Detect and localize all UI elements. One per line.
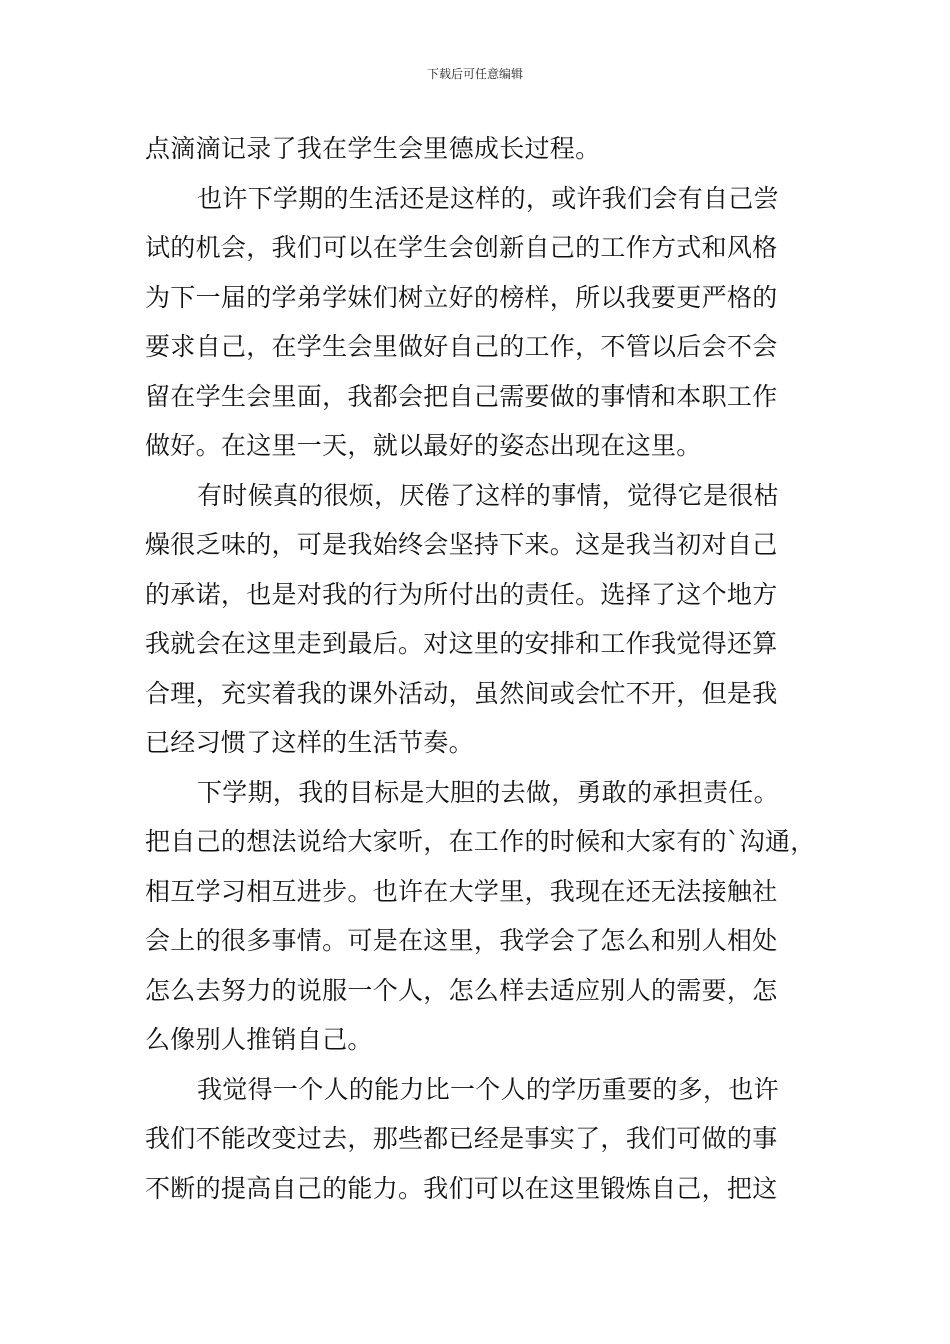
text-line: 把自己的想法说给大家听，在工作的时候和大家有的`沟通，: [145, 827, 816, 856]
text-line: 怎么去努力的说服一个人，怎么样去适应别人的需要，怎: [145, 975, 778, 1005]
text-line: 会上的很多事情。可是在这里，我学会了怎么和别人相处: [145, 926, 778, 955]
text-line: 我就会在这里走到最后。对这里的安排和工作我觉得还算: [145, 629, 778, 658]
text-line: 做好。在这里一天，就以最好的姿态出现在这里。: [145, 431, 702, 460]
text-line: 不断的提高自己的能力。我们可以在这里锻炼自己，把这: [145, 1173, 778, 1203]
text-line: 已经习惯了这样的生活节奏。: [145, 728, 474, 757]
text-line: 有时候真的很烦，厌倦了这样的事情，觉得它是很枯: [197, 480, 779, 510]
text-line: 合理，充实着我的课外活动，虽然间或会忙不开，但是我: [145, 678, 778, 708]
text-line: 下学期，我的目标是大胆的去做，勇敢的承担责任。: [197, 777, 779, 807]
text-line: 我们不能改变过去，那些都已经是事实了，我们可做的事: [145, 1124, 778, 1153]
text-line: 相互学习相互进步。也许在大学里，我现在还无法接触社: [145, 876, 778, 906]
text-line: 燥很乏味的，可是我始终会坚持下来。这是我当初对自己: [145, 530, 778, 559]
text-line: 试的机会，我们可以在学生会创新自己的工作方式和风格: [145, 233, 778, 262]
text-line: 也许下学期的生活还是这样的，或许我们会有自己尝: [197, 183, 779, 213]
text-line: 么像别人推销自己。: [145, 1025, 373, 1054]
text-line: 要求自己，在学生会里做好自己的工作，不管以后会不会: [145, 332, 778, 361]
document-body: [145, 124, 816, 1213]
text-line: 留在学生会里面，我都会把自己需要做的事情和本职工作: [145, 381, 778, 411]
text-line: 我觉得一个人的能力比一个人的学历重要的多，也许: [197, 1074, 779, 1104]
text-line: 为下一届的学弟学妹们树立好的榜样，所以我要更严格的: [145, 282, 778, 312]
text-line: 的承诺，也是对我的行为所付出的责任。选择了这个地方: [145, 579, 778, 609]
page-header: 下载后可任意编辑: [426, 67, 523, 81]
text-line: 点滴滴记录了我在学生会里德成长过程。: [145, 134, 601, 163]
